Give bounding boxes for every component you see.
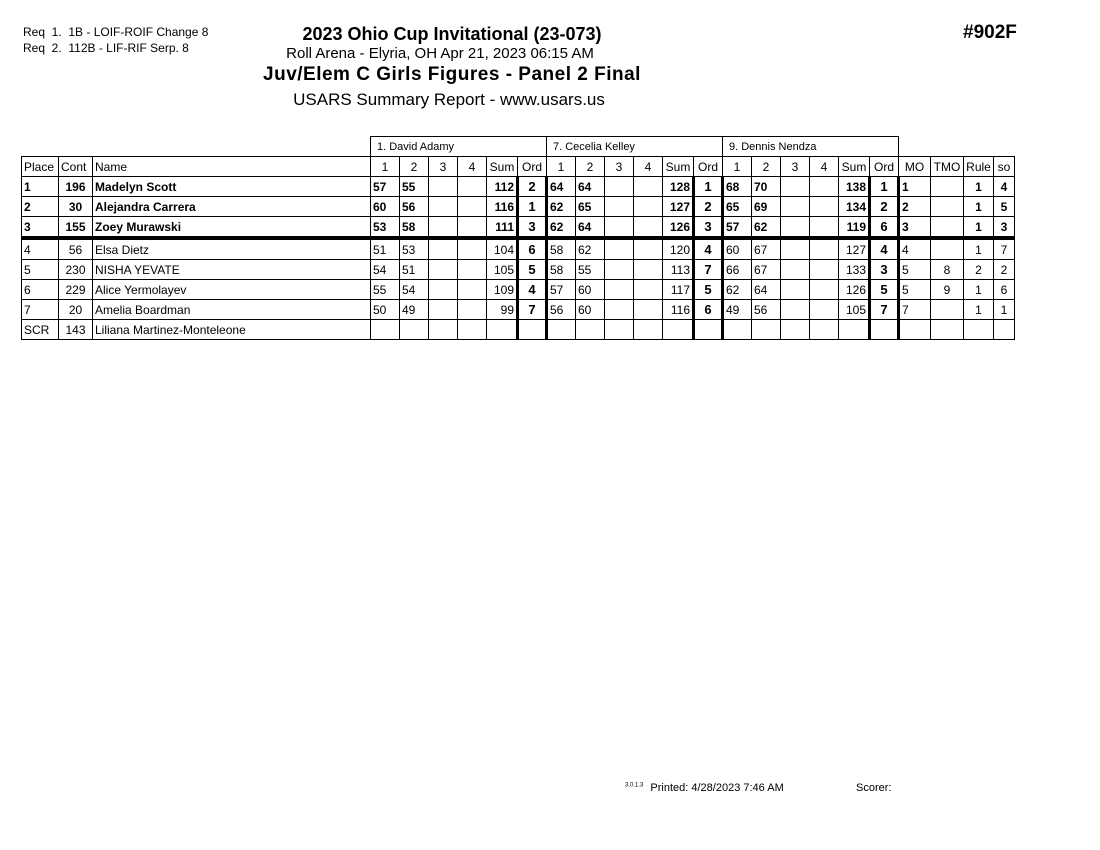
- sum-cell: 112: [487, 177, 518, 197]
- printed-label: Printed: 4/28/2023 7:46 AM: [650, 782, 784, 794]
- place-cell: 3: [22, 217, 59, 239]
- score-cell: [400, 320, 429, 340]
- score-cell: [429, 320, 458, 340]
- table-row: [22, 217, 1015, 239]
- ordinal-cell: 5: [518, 260, 547, 280]
- sum-cell: 105: [487, 260, 518, 280]
- sum-cell: 133: [839, 260, 870, 280]
- score-cell: [634, 238, 663, 260]
- sum-cell: 127: [839, 238, 870, 260]
- ordinal-cell: 7: [870, 300, 899, 320]
- so-cell: 4: [994, 177, 1015, 197]
- event-title: Juv/Elem C Girls Figures - Panel 2 Final: [263, 64, 641, 85]
- column-header-score: 2: [576, 157, 605, 177]
- score-cell: [605, 197, 634, 217]
- ordinal-cell: 3: [694, 217, 723, 239]
- score-cell: 62: [547, 217, 576, 239]
- score-cell: 57: [371, 177, 400, 197]
- sum-cell: [839, 320, 870, 340]
- score-cell: 58: [547, 238, 576, 260]
- ordinal-cell: 5: [870, 280, 899, 300]
- place-cell: 5: [22, 260, 59, 280]
- column-header-cont: Cont: [59, 157, 93, 177]
- score-cell: 55: [371, 280, 400, 300]
- sum-cell: 113: [663, 260, 694, 280]
- score-cell: 49: [723, 300, 752, 320]
- place-cell: 2: [22, 197, 59, 217]
- score-cell: 53: [400, 238, 429, 260]
- judge-header: 1. David Adamy: [371, 137, 547, 157]
- score-cell: 64: [576, 177, 605, 197]
- score-cell: 60: [576, 300, 605, 320]
- score-cell: [781, 260, 810, 280]
- score-cell: [810, 280, 839, 300]
- ordinal-cell: 7: [518, 300, 547, 320]
- sum-cell: 111: [487, 217, 518, 239]
- score-cell: 64: [576, 217, 605, 239]
- score-cell: 57: [547, 280, 576, 300]
- ordinal-cell: 2: [694, 197, 723, 217]
- skater-name-cell: Liliana Martinez-Monteleone: [93, 320, 371, 340]
- score-cell: 56: [400, 197, 429, 217]
- score-cell: [429, 217, 458, 239]
- score-cell: [781, 300, 810, 320]
- score-cell: 58: [400, 217, 429, 239]
- ordinal-cell: [694, 320, 723, 340]
- ordinal-cell: 1: [518, 197, 547, 217]
- score-cell: [781, 320, 810, 340]
- score-cell: 64: [752, 280, 781, 300]
- ordinal-cell: 7: [694, 260, 723, 280]
- report-title: USARS Summary Report - www.usars.us: [293, 90, 605, 109]
- sum-cell: 116: [487, 197, 518, 217]
- score-cell: [371, 320, 400, 340]
- score-cell: [810, 197, 839, 217]
- tmo-cell: [931, 177, 964, 197]
- place-cell: SCR: [22, 320, 59, 340]
- column-header-mo: MO: [899, 157, 931, 177]
- ordinal-cell: 1: [694, 177, 723, 197]
- score-cell: [429, 260, 458, 280]
- requirement-2: Req 2. 112B - LIF-RIF Serp. 8: [23, 41, 189, 55]
- column-header-score: 1: [723, 157, 752, 177]
- skater-name-cell: Madelyn Scott: [93, 177, 371, 197]
- column-header-score: Ord: [518, 157, 547, 177]
- ordinal-cell: 6: [694, 300, 723, 320]
- ordinal-cell: 2: [870, 197, 899, 217]
- score-cell: [429, 197, 458, 217]
- judges-spacer: [22, 137, 371, 157]
- sum-cell: 99: [487, 300, 518, 320]
- score-cell: [723, 320, 752, 340]
- rule-cell: 2: [964, 260, 994, 280]
- mo-cell: 7: [899, 300, 931, 320]
- sum-cell: 109: [487, 280, 518, 300]
- results-table: [21, 136, 1015, 340]
- rule-cell: [964, 320, 994, 340]
- tmo-cell: [931, 320, 964, 340]
- sum-cell: 116: [663, 300, 694, 320]
- score-cell: 60: [371, 197, 400, 217]
- score-cell: [458, 320, 487, 340]
- score-cell: 66: [723, 260, 752, 280]
- score-cell: [634, 300, 663, 320]
- ordinal-cell: 3: [870, 260, 899, 280]
- place-cell: 6: [22, 280, 59, 300]
- score-cell: [605, 217, 634, 239]
- skater-name-cell: NISHA YEVATE: [93, 260, 371, 280]
- score-cell: 64: [547, 177, 576, 197]
- score-cell: 51: [400, 260, 429, 280]
- column-header-score: 3: [605, 157, 634, 177]
- judge-header: 9. Dennis Nendza: [723, 137, 899, 157]
- so-cell: 7: [994, 238, 1015, 260]
- column-header-score: Sum: [487, 157, 518, 177]
- location-date: Roll Arena - Elyria, OH Apr 21, 2023 06:15 AM: [286, 45, 594, 62]
- column-header-score: 4: [810, 157, 839, 177]
- contestant-number-cell: 230: [59, 260, 93, 280]
- sum-cell: 138: [839, 177, 870, 197]
- score-cell: [781, 217, 810, 239]
- score-cell: [458, 300, 487, 320]
- table-row: [22, 260, 1015, 280]
- tmo-cell: [931, 238, 964, 260]
- ordinal-cell: [518, 320, 547, 340]
- contestant-number-cell: 56: [59, 238, 93, 260]
- column-header-score: 1: [371, 157, 400, 177]
- mo-cell: 4: [899, 238, 931, 260]
- score-cell: [781, 238, 810, 260]
- place-cell: 1: [22, 177, 59, 197]
- skater-name-cell: Elsa Dietz: [93, 238, 371, 260]
- contestant-number-cell: 229: [59, 280, 93, 300]
- mo-cell: 5: [899, 260, 931, 280]
- score-cell: [458, 260, 487, 280]
- score-cell: [458, 197, 487, 217]
- column-header-score: 1: [547, 157, 576, 177]
- score-cell: 67: [752, 238, 781, 260]
- score-cell: [810, 300, 839, 320]
- sum-cell: [663, 320, 694, 340]
- sum-cell: [487, 320, 518, 340]
- score-cell: [634, 177, 663, 197]
- requirement-1: Req 1. 1B - LOIF-ROIF Change 8: [23, 25, 209, 39]
- so-cell: 5: [994, 197, 1015, 217]
- ordinal-cell: [870, 320, 899, 340]
- rule-cell: 1: [964, 217, 994, 239]
- score-cell: [634, 217, 663, 239]
- tmo-cell: [931, 300, 964, 320]
- score-cell: [605, 177, 634, 197]
- score-cell: 56: [752, 300, 781, 320]
- place-cell: 4: [22, 238, 59, 260]
- skater-name-cell: Amelia Boardman: [93, 300, 371, 320]
- score-cell: 54: [371, 260, 400, 280]
- so-cell: 2: [994, 260, 1015, 280]
- judge-header: 7. Cecelia Kelley: [547, 137, 723, 157]
- table-row: [22, 300, 1015, 320]
- score-cell: [634, 320, 663, 340]
- contestant-number-cell: 155: [59, 217, 93, 239]
- contestant-number-cell: 20: [59, 300, 93, 320]
- score-cell: [781, 197, 810, 217]
- score-cell: [605, 280, 634, 300]
- column-header-score: Ord: [694, 157, 723, 177]
- column-header-score: 3: [781, 157, 810, 177]
- column-header-tmo: TMO: [931, 157, 964, 177]
- column-header-score: Sum: [663, 157, 694, 177]
- score-cell: 58: [547, 260, 576, 280]
- column-header-score: 4: [634, 157, 663, 177]
- judges-spacer: [899, 137, 1015, 157]
- score-cell: 55: [400, 177, 429, 197]
- score-cell: [752, 320, 781, 340]
- score-cell: [429, 177, 458, 197]
- score-cell: 49: [400, 300, 429, 320]
- score-cell: 65: [723, 197, 752, 217]
- tmo-cell: [931, 197, 964, 217]
- score-cell: 69: [752, 197, 781, 217]
- mo-cell: 2: [899, 197, 931, 217]
- score-cell: 67: [752, 260, 781, 280]
- score-cell: [781, 177, 810, 197]
- score-cell: 62: [723, 280, 752, 300]
- so-cell: 6: [994, 280, 1015, 300]
- so-cell: 1: [994, 300, 1015, 320]
- sum-cell: 128: [663, 177, 694, 197]
- score-cell: 54: [400, 280, 429, 300]
- column-header-name: Name: [93, 157, 371, 177]
- ordinal-cell: 5: [694, 280, 723, 300]
- table-row: [22, 177, 1015, 197]
- contestant-number-cell: 30: [59, 197, 93, 217]
- rule-cell: 1: [964, 238, 994, 260]
- column-header-score: 4: [458, 157, 487, 177]
- printed-info: [625, 782, 784, 794]
- skater-name-cell: Zoey Murawski: [93, 217, 371, 239]
- score-cell: [429, 280, 458, 300]
- score-cell: [458, 280, 487, 300]
- sum-cell: 120: [663, 238, 694, 260]
- score-cell: [634, 197, 663, 217]
- ordinal-cell: 4: [518, 280, 547, 300]
- table-row: [22, 197, 1015, 217]
- score-cell: [810, 217, 839, 239]
- ordinal-cell: 1: [870, 177, 899, 197]
- tmo-cell: 9: [931, 280, 964, 300]
- scorer-label: Scorer:: [856, 782, 892, 794]
- score-cell: 60: [723, 238, 752, 260]
- score-cell: [810, 260, 839, 280]
- score-cell: [605, 320, 634, 340]
- score-cell: 60: [576, 280, 605, 300]
- column-header-score: 2: [400, 157, 429, 177]
- score-cell: 53: [371, 217, 400, 239]
- score-cell: 55: [576, 260, 605, 280]
- table-row: [22, 238, 1015, 260]
- score-cell: 62: [576, 238, 605, 260]
- place-cell: 7: [22, 300, 59, 320]
- ordinal-cell: 4: [870, 238, 899, 260]
- mo-cell: 3: [899, 217, 931, 239]
- score-cell: 50: [371, 300, 400, 320]
- score-cell: 51: [371, 238, 400, 260]
- column-header-score: 3: [429, 157, 458, 177]
- score-cell: 62: [547, 197, 576, 217]
- sum-cell: 104: [487, 238, 518, 260]
- score-cell: [547, 320, 576, 340]
- score-cell: [810, 320, 839, 340]
- skater-name-cell: Alice Yermolayev: [93, 280, 371, 300]
- rule-cell: 1: [964, 280, 994, 300]
- version-label: 3.0.1.3: [625, 782, 644, 789]
- event-code: #902F: [963, 22, 1017, 43]
- mo-cell: 1: [899, 177, 931, 197]
- rule-cell: 1: [964, 197, 994, 217]
- ordinal-cell: 2: [518, 177, 547, 197]
- sum-cell: 134: [839, 197, 870, 217]
- score-cell: 57: [723, 217, 752, 239]
- score-cell: [458, 177, 487, 197]
- score-cell: [634, 260, 663, 280]
- contestant-number-cell: 196: [59, 177, 93, 197]
- score-cell: [605, 238, 634, 260]
- contestant-number-cell: 143: [59, 320, 93, 340]
- score-cell: [634, 280, 663, 300]
- score-cell: [458, 217, 487, 239]
- ordinal-cell: 6: [518, 238, 547, 260]
- mo-cell: 5: [899, 280, 931, 300]
- score-cell: 56: [547, 300, 576, 320]
- sum-cell: 105: [839, 300, 870, 320]
- ordinal-cell: 6: [870, 217, 899, 239]
- column-header-score: Sum: [839, 157, 870, 177]
- sum-cell: 119: [839, 217, 870, 239]
- skater-name-cell: Alejandra Carrera: [93, 197, 371, 217]
- score-cell: [458, 238, 487, 260]
- ordinal-cell: 4: [694, 238, 723, 260]
- score-cell: 70: [752, 177, 781, 197]
- score-cell: [429, 300, 458, 320]
- column-header-so: so: [994, 157, 1015, 177]
- tmo-cell: [931, 217, 964, 239]
- sum-cell: 126: [663, 217, 694, 239]
- score-cell: [605, 260, 634, 280]
- tmo-cell: 8: [931, 260, 964, 280]
- score-cell: [576, 320, 605, 340]
- column-header-score: 2: [752, 157, 781, 177]
- sum-cell: 117: [663, 280, 694, 300]
- score-cell: [781, 280, 810, 300]
- column-header-rule: Rule: [964, 157, 994, 177]
- score-cell: [605, 300, 634, 320]
- score-cell: [810, 177, 839, 197]
- table-row: [22, 320, 1015, 340]
- competition-title: 2023 Ohio Cup Invitational (23-073): [302, 24, 602, 44]
- so-cell: [994, 320, 1015, 340]
- column-header-place: Place: [22, 157, 59, 177]
- rule-cell: 1: [964, 300, 994, 320]
- sum-cell: 127: [663, 197, 694, 217]
- mo-cell: [899, 320, 931, 340]
- column-header-score: Ord: [870, 157, 899, 177]
- score-cell: [429, 238, 458, 260]
- so-cell: 3: [994, 217, 1015, 239]
- score-cell: 65: [576, 197, 605, 217]
- ordinal-cell: 3: [518, 217, 547, 239]
- sum-cell: 126: [839, 280, 870, 300]
- score-cell: 62: [752, 217, 781, 239]
- rule-cell: 1: [964, 177, 994, 197]
- score-cell: [810, 238, 839, 260]
- score-cell: 68: [723, 177, 752, 197]
- table-row: [22, 280, 1015, 300]
